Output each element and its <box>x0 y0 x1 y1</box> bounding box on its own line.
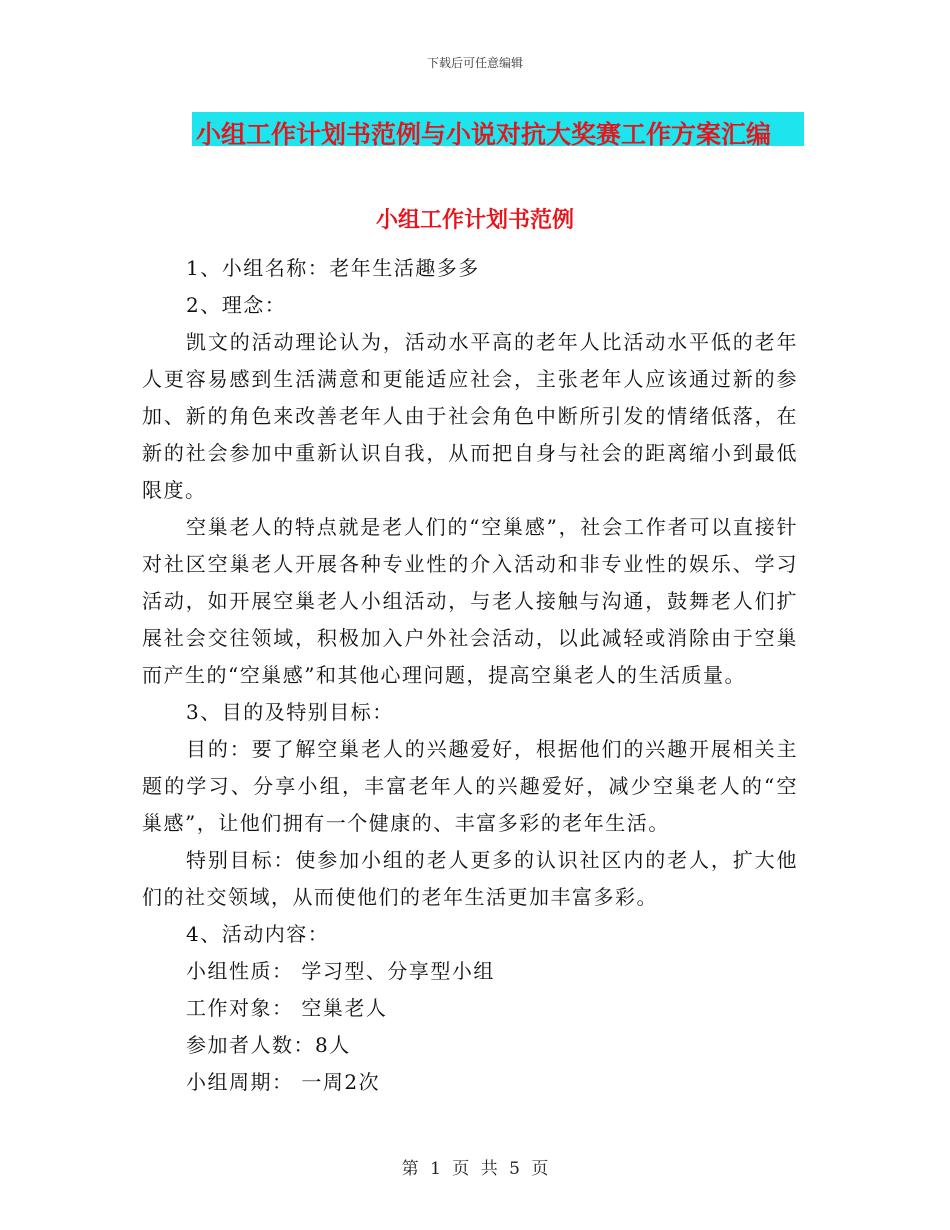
paragraph-item-3: 3、目的及特别目标： <box>186 700 394 724</box>
paragraph-empty-nest: 空巢老人的特点就是老人们的“空巢感”，社会工作者可以直接针对社区空巢老人开展各种专业性的介入活动和非专业性的娱乐、学习活动，如开展空巢老人小组活动，与老人接触与沟通，鼓舞老人们扩展社会交往领域，积极加入户外社会活动，以此减轻或消除由于空巢而产生的“空巢感”和其他心理问题，提高空巢老人的生活质量。 <box>142 515 798 687</box>
paragraph-item-2: 2、理念： <box>186 293 287 317</box>
paragraph-participants: 参加者人数：8人 <box>186 1033 351 1057</box>
paragraph-activity-theory: 凯文的活动理论认为，活动水平高的老年人比活动水平低的老年人更容易感到生活满意和更能适应社会，主张老年人应该通过新的参加、新的角色来改善老年人由于社会角色中断所引发的情绪低落，在新的社会参加中重新认识自我，从而把自身与社会的距离缩小到最低限度。 <box>142 330 798 502</box>
paragraph-work-target: 工作对象： 空巢老人 <box>186 996 388 1020</box>
doc-title-highlight <box>192 112 804 149</box>
page-footer: 第 1 页 共 5 页 <box>401 1159 549 1179</box>
paragraph-item-1: 1、小组名称：老年生活趣多多 <box>186 256 480 280</box>
document-body <box>142 250 798 1101</box>
paragraph-special-goal: 特别目标：使参加小组的老人更多的认识社区内的老人，扩大他们的社交领域，从而使他们的老年生活更加丰富多彩。 <box>142 848 798 909</box>
paragraph-group-nature: 小组性质： 学习型、分享型小组 <box>186 959 495 983</box>
section-title: 小组工作计划书范例 <box>375 208 574 233</box>
doc-title: 小组工作计划书范例与小说对抗大奖赛工作方案汇编 <box>196 120 772 149</box>
paragraph-item-4: 4、活动内容： <box>186 922 330 946</box>
paragraph-purpose: 目的：要了解空巢老人的兴趣爱好，根据他们的兴趣开展相关主题的学习、分享小组，丰富老年人的兴趣爱好，减少空巢老人的“空巢感”，让他们拥有一个健康的、丰富多彩的老年生活。 <box>142 737 798 835</box>
header-note: 下载后可任意编辑 <box>426 56 523 70</box>
paragraph-group-cycle: 小组周期： 一周2次 <box>186 1070 381 1094</box>
